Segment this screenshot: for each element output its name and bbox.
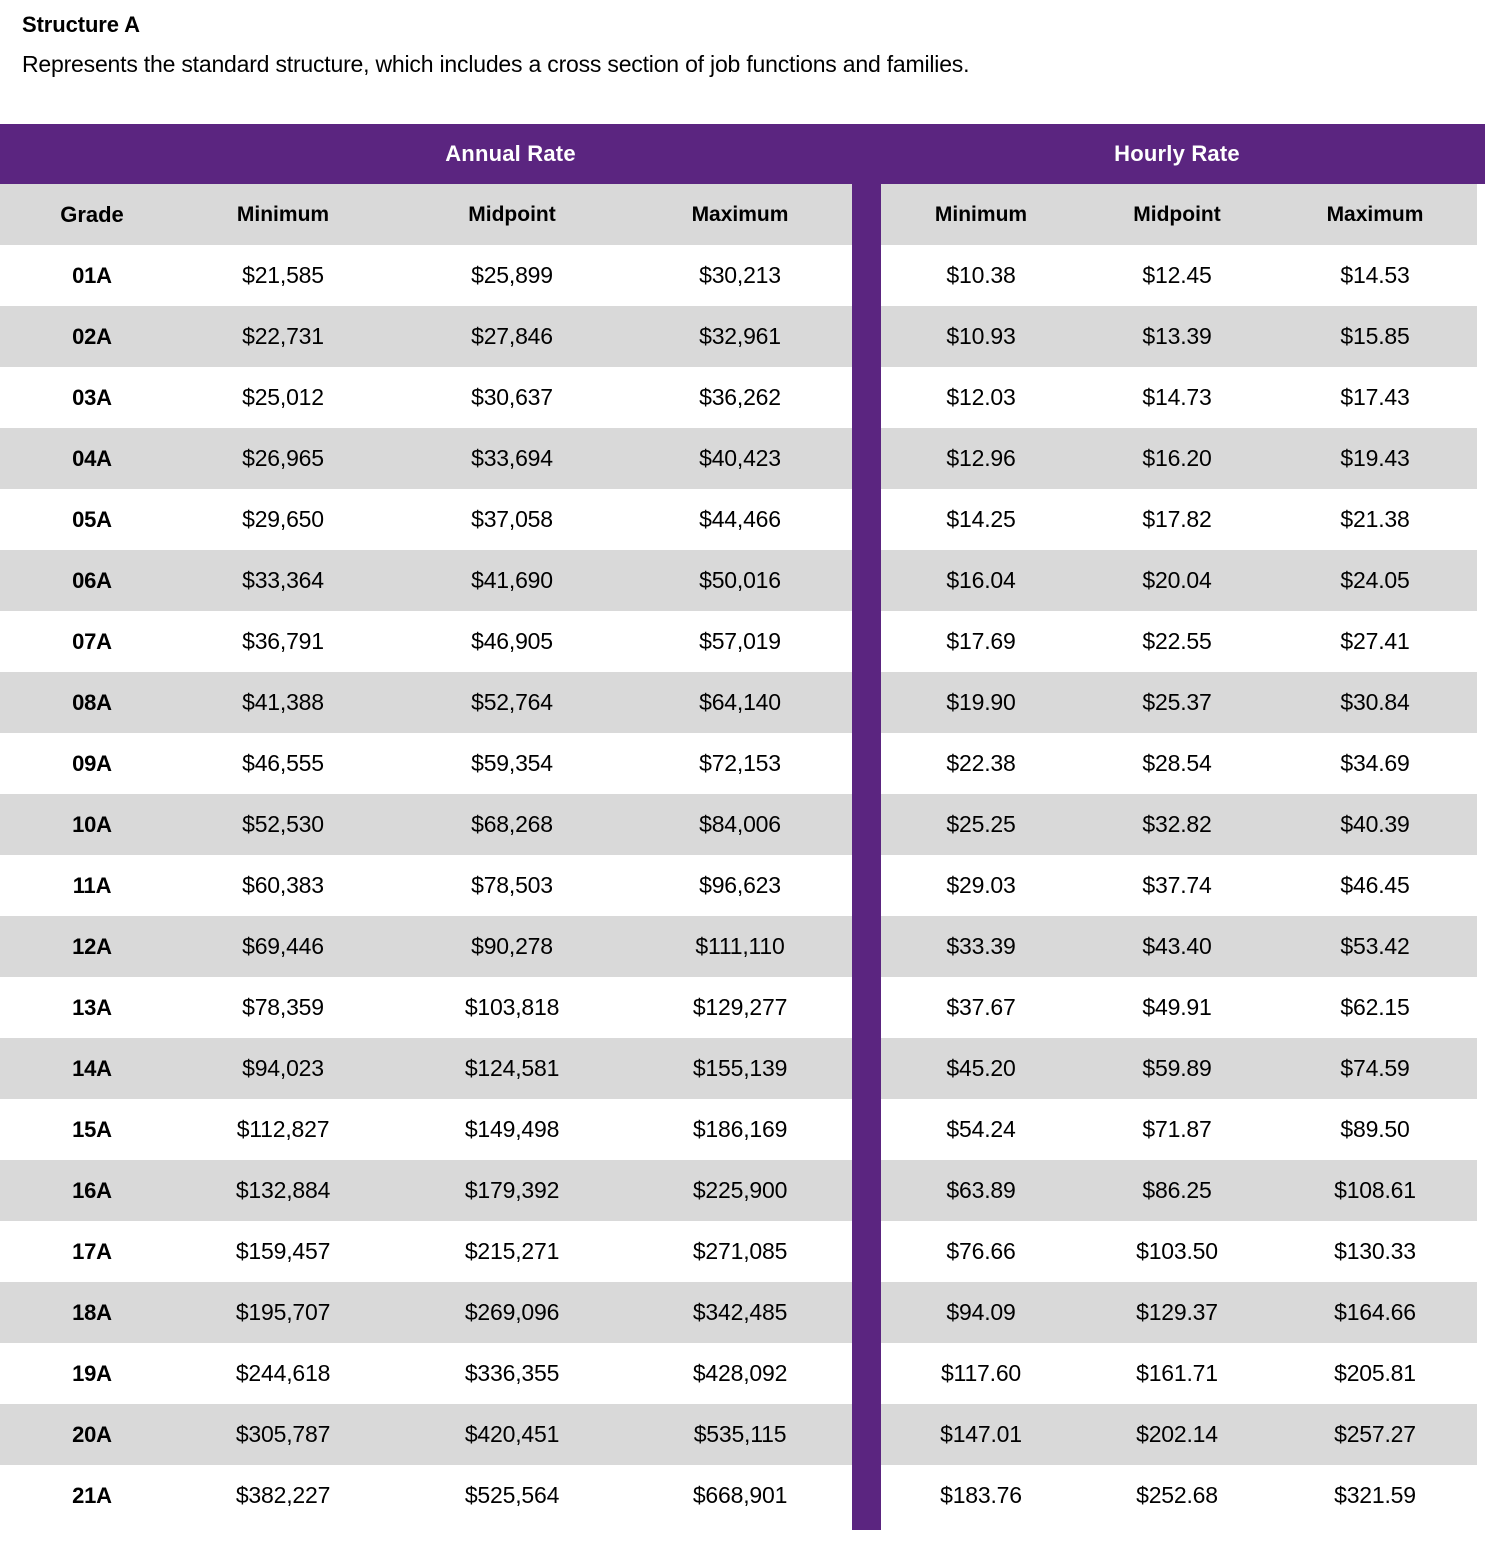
cell-grade: 07A [72, 629, 112, 654]
cell-hourly-maximum: $205.81 [1334, 1360, 1416, 1386]
cell-grade: 04A [72, 446, 112, 471]
cell-hourly-maximum: $46.45 [1340, 872, 1410, 898]
table-row [0, 428, 1485, 489]
cell-annual-midpoint: $90,278 [471, 933, 553, 959]
cell-annual-maximum: $96,623 [699, 872, 781, 898]
cell-hourly-midpoint: $202.14 [1136, 1421, 1218, 1447]
cell-annual-midpoint: $52,764 [471, 689, 553, 715]
table-row [0, 489, 1485, 550]
cell-grade: 08A [72, 690, 112, 715]
cell-hourly-maximum: $34.69 [1340, 750, 1410, 776]
cell-hourly-midpoint: $12.45 [1142, 262, 1212, 288]
cell-annual-minimum: $195,707 [235, 1299, 331, 1325]
page-title: Structure A [22, 12, 140, 37]
table-row [0, 1465, 1485, 1526]
cell-annual-midpoint: $46,905 [471, 628, 553, 654]
cell-hourly-maximum: $15.85 [1340, 323, 1410, 349]
cell-hourly-minimum: $19.90 [946, 689, 1016, 715]
cell-hourly-minimum: $25.25 [946, 811, 1016, 837]
cell-annual-maximum: $111,110 [695, 933, 785, 959]
cell-annual-maximum: $225,900 [692, 1177, 788, 1203]
cell-hourly-maximum: $89.50 [1340, 1116, 1410, 1142]
cell-grade: 18A [72, 1300, 112, 1325]
heading-block [22, 10, 1462, 80]
cell-grade: 01A [72, 263, 112, 288]
cell-annual-midpoint: $215,271 [464, 1238, 560, 1264]
cell-grade: 16A [72, 1178, 112, 1203]
cell-hourly-maximum: $19.43 [1340, 445, 1410, 471]
cell-annual-minimum: $25,012 [242, 384, 324, 410]
cell-hourly-midpoint: $22.55 [1142, 628, 1212, 654]
cell-grade: 11A [72, 873, 112, 898]
cell-hourly-maximum: $27.41 [1340, 628, 1410, 654]
table-row [0, 733, 1485, 794]
cell-annual-minimum: $305,787 [235, 1421, 331, 1447]
cell-hourly-maximum: $17.43 [1340, 384, 1410, 410]
cell-hourly-midpoint: $25.37 [1142, 689, 1212, 715]
cell-annual-maximum: $64,140 [699, 689, 781, 715]
cell-annual-maximum: $50,016 [699, 567, 781, 593]
cell-grade: 19A [72, 1361, 112, 1386]
cell-hourly-minimum: $94.09 [946, 1299, 1016, 1325]
cell-annual-midpoint: $525,564 [464, 1482, 560, 1508]
table-row [0, 306, 1485, 367]
table-row [0, 1099, 1485, 1160]
cell-grade: 17A [72, 1239, 112, 1264]
group-header-row [0, 124, 1485, 184]
cell-annual-maximum: $342,485 [692, 1299, 788, 1325]
cell-grade: 02A [72, 324, 112, 349]
cell-hourly-maximum: $108.61 [1334, 1177, 1416, 1203]
cell-annual-minimum: $36,791 [242, 628, 324, 654]
table-row [0, 1160, 1485, 1221]
cell-hourly-maximum: $30.84 [1340, 689, 1410, 715]
cell-annual-midpoint: $420,451 [464, 1421, 560, 1447]
cell-hourly-midpoint: $129.37 [1136, 1299, 1218, 1325]
cell-annual-maximum: $44,466 [699, 506, 781, 532]
cell-hourly-midpoint: $28.54 [1142, 750, 1212, 776]
cell-hourly-midpoint: $13.39 [1142, 323, 1212, 349]
table-row [0, 672, 1485, 733]
page-description: Represents the standard structure, which includes a cross section of job functions and families. [22, 51, 970, 77]
table-row [0, 794, 1485, 855]
cell-annual-midpoint: $336,355 [464, 1360, 560, 1386]
cell-annual-maximum: $40,423 [699, 445, 781, 471]
table-row [0, 550, 1485, 611]
cell-hourly-maximum: $53.42 [1340, 933, 1410, 959]
cell-annual-minimum: $52,530 [242, 811, 324, 837]
cell-hourly-midpoint: $20.04 [1142, 567, 1212, 593]
cell-hourly-midpoint: $32.82 [1142, 811, 1212, 837]
table-row [0, 611, 1485, 672]
cell-hourly-minimum: $33.39 [946, 933, 1016, 959]
cell-grade: 14A [72, 1056, 112, 1081]
table-row [0, 245, 1485, 306]
column-header-annual-midpoint: Midpoint [468, 203, 556, 226]
cell-annual-maximum: $84,006 [699, 811, 781, 837]
table-row [0, 977, 1485, 1038]
cell-hourly-midpoint: $17.82 [1142, 506, 1212, 532]
cell-hourly-minimum: $183.76 [940, 1482, 1022, 1508]
table-row [0, 1343, 1485, 1404]
cell-annual-maximum: $186,169 [692, 1116, 788, 1142]
cell-hourly-midpoint: $103.50 [1136, 1238, 1218, 1264]
cell-hourly-minimum: $54.24 [946, 1116, 1016, 1142]
cell-annual-midpoint: $59,354 [471, 750, 553, 776]
cell-grade: 20A [72, 1422, 112, 1447]
cell-annual-maximum: $57,019 [699, 628, 781, 654]
cell-annual-midpoint: $30,637 [471, 384, 553, 410]
cell-annual-minimum: $69,446 [242, 933, 324, 959]
cell-annual-minimum: $33,364 [242, 567, 324, 593]
cell-hourly-minimum: $12.96 [946, 445, 1016, 471]
cell-hourly-midpoint: $59.89 [1142, 1055, 1212, 1081]
cell-hourly-midpoint: $49.91 [1142, 994, 1212, 1020]
cell-hourly-minimum: $117.60 [940, 1360, 1022, 1386]
cell-annual-minimum: $26,965 [242, 445, 324, 471]
table-body [0, 245, 1485, 1526]
cell-grade: 05A [72, 507, 112, 532]
cell-annual-midpoint: $37,058 [471, 506, 553, 532]
group-header-annual-rate: Annual Rate [445, 141, 576, 166]
cell-annual-minimum: $29,650 [242, 506, 324, 532]
cell-hourly-minimum: $29.03 [946, 872, 1016, 898]
cell-hourly-minimum: $22.38 [946, 750, 1016, 776]
cell-annual-minimum: $159,457 [235, 1238, 331, 1264]
cell-annual-maximum: $668,901 [692, 1482, 788, 1508]
cell-hourly-minimum: $76.66 [946, 1238, 1016, 1264]
table-row [0, 1038, 1485, 1099]
cell-hourly-maximum: $21.38 [1340, 506, 1410, 532]
cell-annual-midpoint: $124,581 [464, 1055, 560, 1081]
cell-hourly-minimum: $16.04 [946, 567, 1016, 593]
cell-annual-maximum: $36,262 [699, 384, 781, 410]
cell-grade: 21A [72, 1483, 112, 1508]
cell-hourly-minimum: $14.25 [946, 506, 1016, 532]
cell-hourly-midpoint: $71.87 [1142, 1116, 1212, 1142]
cell-annual-maximum: $30,213 [699, 262, 781, 288]
cell-hourly-minimum: $10.93 [946, 323, 1016, 349]
cell-hourly-midpoint: $14.73 [1142, 384, 1212, 410]
cell-hourly-midpoint: $252.68 [1136, 1482, 1218, 1508]
table-row [0, 916, 1485, 977]
cell-hourly-maximum: $14.53 [1340, 262, 1410, 288]
cell-annual-maximum: $535,115 [693, 1421, 787, 1447]
cell-hourly-midpoint: $37.74 [1142, 872, 1212, 898]
cell-annual-maximum: $155,139 [692, 1055, 788, 1081]
cell-annual-midpoint: $41,690 [471, 567, 553, 593]
cell-annual-minimum: $112,827 [236, 1116, 330, 1142]
cell-annual-midpoint: $269,096 [464, 1299, 560, 1325]
cell-grade: 06A [72, 568, 112, 593]
cell-annual-maximum: $32,961 [699, 323, 781, 349]
cell-hourly-maximum: $40.39 [1340, 811, 1410, 837]
cell-annual-minimum: $41,388 [242, 689, 324, 715]
column-header-hourly-minimum: Minimum [934, 203, 1028, 226]
group-header-hourly-rate: Hourly Rate [1114, 141, 1240, 166]
cell-hourly-minimum: $12.03 [946, 384, 1016, 410]
cell-hourly-midpoint: $86.25 [1142, 1177, 1212, 1203]
cell-grade: 13A [72, 995, 112, 1020]
salary-structure-table [0, 124, 1485, 1534]
cell-annual-midpoint: $33,694 [471, 445, 553, 471]
table-row [0, 1282, 1485, 1343]
cell-hourly-maximum: $74.59 [1340, 1055, 1410, 1081]
cell-grade: 12A [72, 934, 112, 959]
cell-annual-minimum: $78,359 [242, 994, 324, 1020]
cell-grade: 03A [72, 385, 112, 410]
cell-grade: 15A [72, 1117, 112, 1142]
cell-annual-minimum: $60,383 [242, 872, 324, 898]
cell-annual-minimum: $22,731 [242, 323, 324, 349]
cell-grade: 10A [72, 812, 112, 837]
cell-annual-midpoint: $179,392 [464, 1177, 560, 1203]
cell-grade: 09A [72, 751, 112, 776]
cell-hourly-maximum: $62.15 [1340, 994, 1410, 1020]
cell-hourly-minimum: $17.69 [946, 628, 1016, 654]
cell-hourly-minimum: $147.01 [940, 1421, 1022, 1447]
cell-hourly-midpoint: $16.20 [1142, 445, 1212, 471]
cell-annual-maximum: $72,153 [699, 750, 781, 776]
cell-hourly-minimum: $63.89 [946, 1177, 1016, 1203]
cell-annual-maximum: $129,277 [692, 994, 788, 1020]
cell-annual-minimum: $94,023 [242, 1055, 324, 1081]
column-header-row [0, 184, 1485, 245]
cell-hourly-maximum: $164.66 [1334, 1299, 1416, 1325]
cell-hourly-maximum: $24.05 [1340, 567, 1410, 593]
table-row [0, 855, 1485, 916]
cell-annual-maximum: $271,085 [692, 1238, 788, 1264]
cell-hourly-midpoint: $43.40 [1142, 933, 1212, 959]
column-header-annual-minimum: Minimum [236, 203, 330, 226]
column-header-annual-maximum: Maximum [691, 203, 789, 226]
cell-annual-minimum: $132,884 [235, 1177, 331, 1203]
cell-hourly-minimum: $45.20 [946, 1055, 1016, 1081]
cell-annual-midpoint: $149,498 [464, 1116, 560, 1142]
table-row [0, 1404, 1485, 1465]
cell-annual-midpoint: $68,268 [471, 811, 553, 837]
cell-annual-midpoint: $27,846 [471, 323, 553, 349]
cell-annual-minimum: $21,585 [242, 262, 324, 288]
column-header-grade: Grade [60, 202, 124, 227]
cell-hourly-minimum: $10.38 [946, 262, 1016, 288]
cell-annual-maximum: $428,092 [692, 1360, 788, 1386]
cell-annual-minimum: $382,227 [235, 1482, 331, 1508]
table-row [0, 1221, 1485, 1282]
cell-hourly-minimum: $37.67 [946, 994, 1016, 1020]
table-row [0, 367, 1485, 428]
cell-hourly-maximum: $257.27 [1334, 1421, 1416, 1447]
cell-hourly-midpoint: $161.71 [1136, 1360, 1218, 1386]
cell-annual-midpoint: $78,503 [471, 872, 553, 898]
cell-annual-midpoint: $103,818 [464, 994, 560, 1020]
cell-annual-midpoint: $25,899 [471, 262, 553, 288]
cell-hourly-maximum: $130.33 [1334, 1238, 1416, 1264]
column-header-hourly-midpoint: Midpoint [1133, 203, 1221, 226]
cell-hourly-maximum: $321.59 [1334, 1482, 1416, 1508]
cell-annual-minimum: $244,618 [235, 1360, 331, 1386]
cell-annual-minimum: $46,555 [242, 750, 324, 776]
column-header-hourly-maximum: Maximum [1326, 203, 1424, 226]
